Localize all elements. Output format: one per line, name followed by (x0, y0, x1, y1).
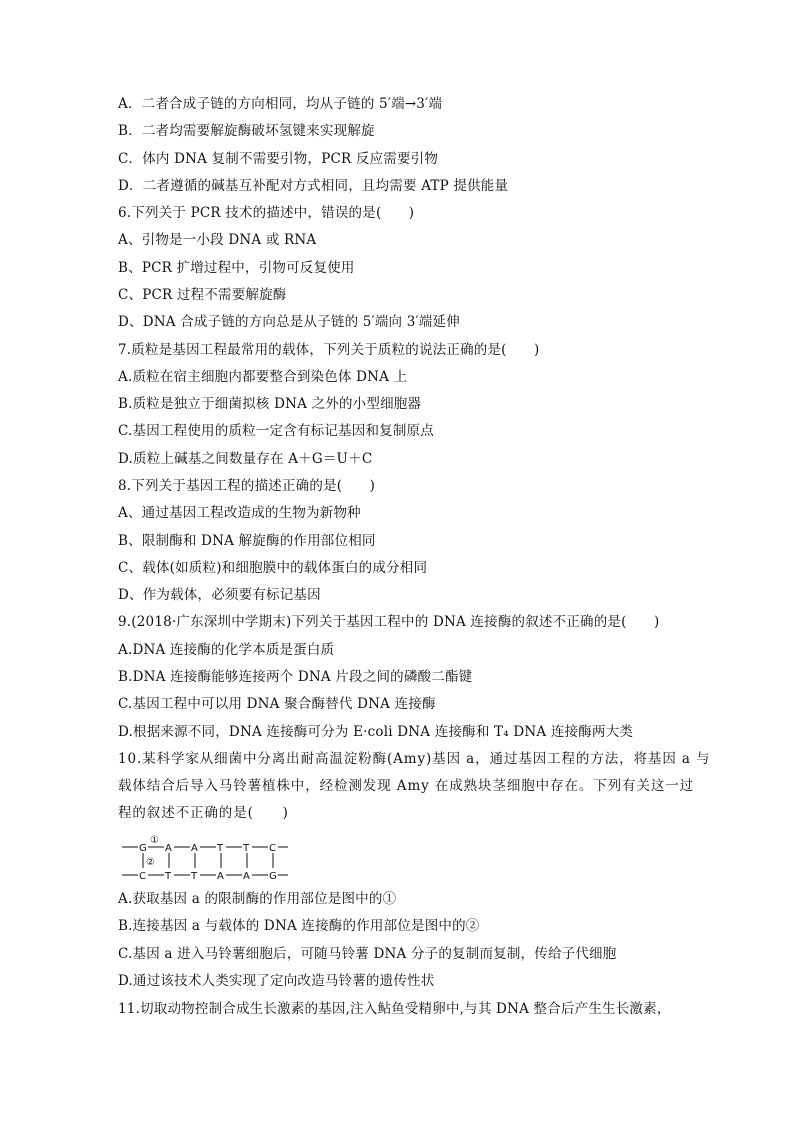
question-6: 6.下列关于 PCR 技术的描述中，错误的是( ) (118, 205, 415, 221)
text-line: A.质粒在宿主细胞内都要整合到染色体 DNA 上 (118, 369, 408, 385)
question-11: 11.切取动物控制合成生长激素的基因,注入鲇鱼受精卵中,与其 DNA 整合后产生生长激素， (118, 1001, 671, 1017)
top-base: A (165, 843, 172, 854)
text-line: 载体结合后导入马铃薯植株中，经检测发现 Amy 在成熟块茎细胞中存在。下列有关这一过 (118, 778, 695, 794)
text-line: D、作为载体，必须要有标记基因 (118, 587, 321, 603)
top-base: C (269, 843, 276, 854)
question-7: 7.质粒是基因工程最常用的载体，下列关于质粒的说法正确的是( ) (118, 342, 540, 358)
top-base: G (139, 843, 147, 854)
text-line: B、PCR 扩增过程中，引物可反复使用 (118, 260, 355, 276)
question-10: 10.某科学家从细菌中分离出耐高温淀粉酶(Amy)基因 a，通过基因工程的方法，将基因 a 与 (118, 751, 711, 767)
text-line: B.连接基因 a 与载体的 DNA 连接酶的作用部位是图中的② (118, 918, 480, 934)
text-line: B．二者均需要解旋酶破坏氢键来实现解旋 (118, 123, 375, 139)
text-line: B、限制酶和 DNA 解旋酶的作用部位相同 (118, 533, 376, 549)
text-line: A、通过基因工程改造成的生物为新物种 (118, 505, 361, 521)
text-line: B.质粒是独立于细菌拟核 DNA 之外的小型细胞器 (118, 396, 422, 412)
text-line: A.获取基因 a 的限制酶的作用部位是图中的① (118, 891, 397, 907)
bottom-base: T (191, 871, 198, 882)
text-line: D．二者遵循的碱基互补配对方式相同，且均需要 ATP 提供能量 (118, 178, 509, 194)
text-line: D.质粒上碱基之间数量存在 A＋G＝U＋C (118, 451, 373, 467)
bottom-base: A (217, 871, 224, 882)
bottom-base: C (139, 871, 146, 882)
text-line: D.通过该技术人类实现了定向改造马铃薯的遗传性状 (118, 973, 435, 989)
bond-label: ② (146, 857, 155, 868)
text-line: C.基因工程中可以用 DNA 聚合酶替代 DNA 连接酶 (118, 696, 436, 712)
bottom-base: A (243, 871, 250, 882)
bottom-base: T (165, 871, 172, 882)
text-line: C、载体(如质粒)和细胞膜中的载体蛋白的成分相同 (118, 560, 428, 576)
top-base: A (191, 843, 198, 854)
text-line: A、引物是一小段 DNA 或 RNA (118, 232, 317, 248)
text-line: D、DNA 合成子链的方向总是从子链的 5′端向 3′端延伸 (118, 314, 460, 330)
text-line: C．体内 DNA 复制不需要引物，PCR 反应需要引物 (118, 151, 439, 167)
top-base: T (243, 843, 250, 854)
question-9: 9.(2018·广东深圳中学期末)下列关于基因工程中的 DNA 连接酶的叙述不正确的是( ) (118, 614, 660, 630)
dna-strand-diagram (118, 832, 288, 882)
cut-site-label: ① (150, 835, 159, 846)
text-line: 程的叙述不正确的是( ) (118, 805, 289, 821)
text-line: B.DNA 连接酶能够连接两个 DNA 片段之间的磷酸二酯键 (118, 669, 473, 685)
text-line: A.DNA 连接酶的化学本质是蛋白质 (118, 642, 335, 658)
text-line: C.基因 a 进入马铃薯细胞后，可随马铃薯 DNA 分子的复制而复制，传给子代细胞 (118, 946, 617, 962)
text-line: A．二者合成子链的方向相同，均从子链的 5′端→3′端 (118, 96, 443, 112)
question-8: 8.下列关于基因工程的描述正确的是( ) (118, 478, 376, 494)
text-line: C.基因工程使用的质粒一定含有标记基因和复制原点 (118, 423, 434, 439)
top-base: T (217, 843, 224, 854)
bottom-base: G (269, 871, 277, 882)
text-line: C、PCR 过程不需要解旋酶 (118, 287, 287, 303)
text-line: D.根据来源不同，DNA 连接酶可分为 E·coli DNA 连接酶和 T₄ DNA 连接酶两大类 (118, 724, 634, 740)
